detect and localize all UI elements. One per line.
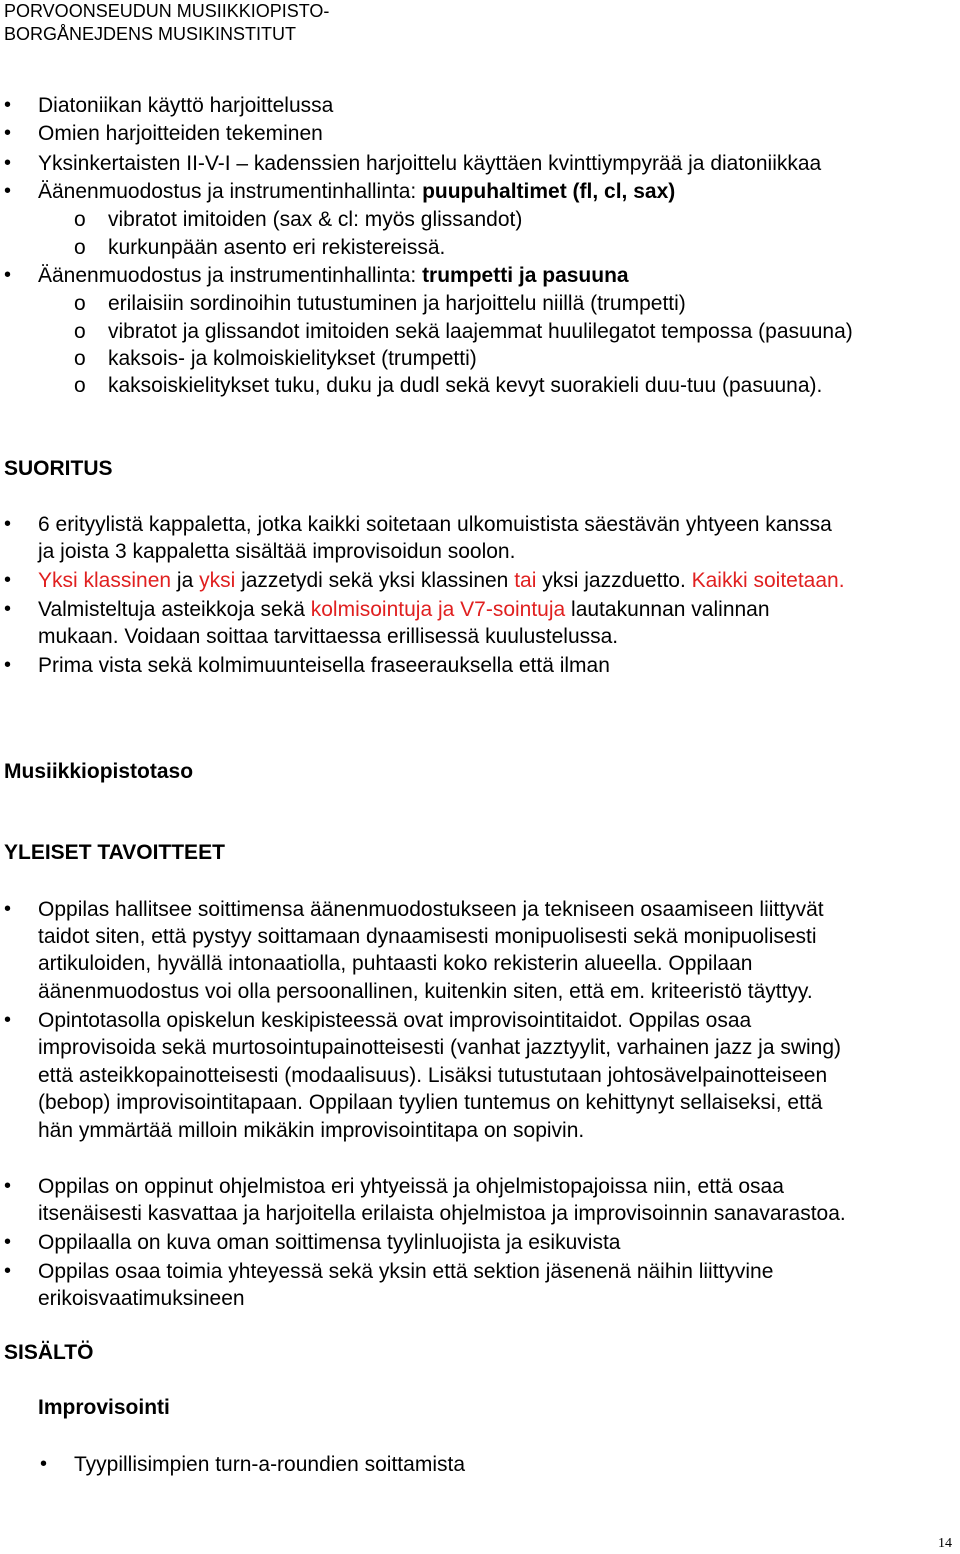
list-item [38,567,845,594]
sub-bullet: o [74,236,86,259]
bullet: • [4,654,12,676]
red-text: yksi [199,569,236,592]
list-item-bold: trumpetti ja pasuuna [422,264,629,287]
header-line-1: PORVOONSEUDUN MUSIIKKIOPISTO- [4,1,330,21]
bullet: • [4,569,12,591]
list-item [38,262,629,289]
bullet: • [4,1260,12,1282]
paragraph-line: Oppilas hallitsee soittimensa äänenmuodostukseen ja tekniseen osaamiseen liittyvät [38,898,824,921]
list-item [38,596,770,623]
bullet: • [4,122,12,144]
bullet: • [4,94,12,116]
list-item-text: Äänenmuodostus ja instrumentinhallinta: [38,180,423,203]
section-heading-suoritus: SUORITUS [4,457,113,480]
text: ja [171,569,200,592]
paragraph-line: Opintotasolla opiskelun keskipisteessä ovat improvisointitaidot. Oppilas osaa [38,1009,752,1032]
list-item-bold: puupuhaltimet (fl, cl, sax) [422,180,676,203]
sub-list-item: kurkunpään asento eri rekistereissä. [108,236,446,259]
paragraph-line: taidot siten, että pystyy soittamaan dynaamisesti monipuolisesti sekä monipuolisesti [38,925,817,948]
bullet: • [4,264,12,286]
list-item-continuation: mukaan. Voidaan soittaa tarvittaessa erillisessä kuulustelussa. [38,625,619,648]
paragraph-line: Oppilas osaa toimia yhteyessä sekä yksin että sektion jäsenenä näihin liittyvine [38,1260,774,1283]
bullet: • [4,513,12,535]
section-heading-tavoitteet: YLEISET TAVOITTEET [4,841,225,864]
sub-bullet: o [74,320,86,343]
list-item: Yksinkertaisten II-V-I – kadenssien harjoittelu käyttäen kvinttiympyrää ja diatoniikkaa [38,152,822,175]
bullet: • [4,898,12,920]
sub-list-item: kaksoiskielitykset tuku, duku ja dudl sekä kevyt suorakieli duu-tuu (pasuuna). [108,374,823,397]
red-text: Kaikki soitetaan. [691,569,845,592]
text: jazzetydi sekä yksi klassinen [235,569,515,592]
list-item-continuation: ja joista 3 kappaletta sisältää improvisoidun soolon. [38,540,516,563]
list-item: Prima vista sekä kolmimuunteisella fraseerauksella että ilman [38,654,610,677]
bullet: • [4,152,12,174]
bullet: • [4,598,12,620]
text: lautakunnan valinnan [565,598,770,621]
red-text: kolmisointuja ja V7-sointuja [310,598,566,621]
paragraph-line: itsenäisesti kasvattaa ja harjoitella erilaista ohjelmistoa ja improvisoinnin sanavarastoa. [38,1202,846,1225]
paragraph-line: Oppilas on oppinut ohjelmistoa eri yhtyeissä ja ohjelmistopajoissa niin, että osaa [38,1175,784,1198]
sub-bullet: o [74,292,86,315]
bullet: • [4,1009,12,1031]
bullet: • [4,180,12,202]
red-text: tai [514,569,537,592]
paragraph-line: hän ymmärtää milloin mikäkin improvisointitapa on sopivin. [38,1119,585,1142]
sub-list-item: erilaisiin sordinoihin tutustuminen ja harjoittelu niillä (trumpetti) [108,292,686,315]
list-item [38,178,675,205]
section-heading-level: Musiikkiopistotaso [4,760,194,783]
sub-bullet: o [74,208,86,231]
list-item: Diatoniikan käyttö harjoittelussa [38,94,334,117]
text: yksi jazzduetto. [536,569,692,592]
sub-bullet: o [74,347,86,370]
document-header [4,0,329,46]
subheading-improvisointi: Improvisointi [38,1396,170,1419]
list-item-text: Äänenmuodostus ja instrumentinhallinta: [38,264,423,287]
paragraph-line: artikuloiden, hyvällä intonaatiolla, puhtaasti koko rekisterin alueella. Oppilaan [38,952,753,975]
paragraph-line: äänenmuodostus voi olla persoonallinen, kuitenkin siten, että em. kriteeristö täyttyy. [38,980,813,1003]
bullet: • [4,1231,12,1253]
paragraph-line: että asteikkopainotteisesti (modaalisuus). Lisäksi tutustutaan johtosävelpainotteiseen [38,1064,828,1087]
paragraph-line: erikoisvaatimuksineen [38,1287,245,1310]
header-line-2: BORGÅNEJDENS MUSIKINSTITUT [4,24,297,44]
paragraph-line: improvisoida sekä murtosointupainotteisesti (vanhat jazztyylit, varhainen jazz ja swing) [38,1036,842,1059]
section-heading-sisalto: SISÄLTÖ [4,1341,94,1364]
text: Valmisteltuja asteikkoja sekä [38,598,311,621]
sub-list-item: vibratot imitoiden (sax & cl: myös glissandot) [108,208,523,231]
list-item: Omien harjoitteiden tekeminen [38,122,323,145]
bullet: • [40,1453,48,1475]
list-item: Tyypillisimpien turn-a-roundien soittamista [74,1453,465,1476]
sub-list-item: vibratot ja glissandot imitoiden sekä laajemmat huulilegatot tempossa (pasuuna) [108,320,853,343]
red-text: Yksi klassinen [38,569,172,592]
sub-bullet: o [74,374,86,397]
list-item: 6 erityylistä kappaletta, jotka kaikki soitetaan ulkomuistista säestävän yhtyeen kanssa [38,513,832,536]
page-number: 14 [938,1536,952,1551]
paragraph-line: (bebop) improvisointitapaan. Oppilaan tyylien tuntemus on kehittynyt sellaiseksi, että [38,1091,823,1114]
bullet: • [4,1175,12,1197]
sub-list-item: kaksois- ja kolmoiskielitykset (trumpetti) [108,347,477,370]
paragraph-line: Oppilaalla on kuva oman soittimensa tyylinluojista ja esikuvista [38,1231,621,1254]
